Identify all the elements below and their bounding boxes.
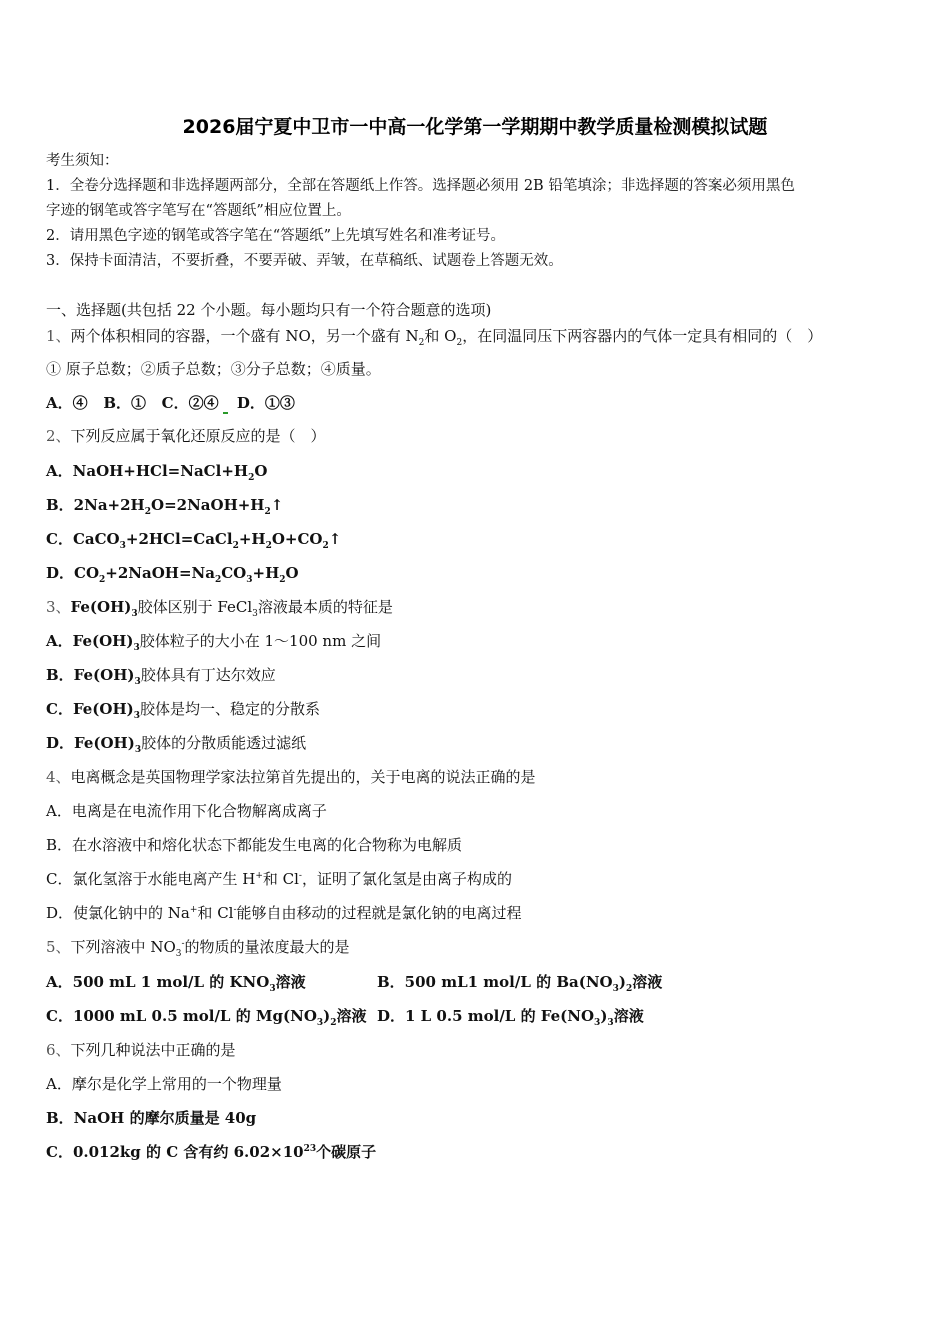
question-4-option-a: A．电离是在电流作用下化合物解离成离子 <box>46 802 327 820</box>
question-4-stem <box>46 766 536 788</box>
option-a: A．④ <box>46 394 88 412</box>
option-d: D．①③ <box>236 394 295 412</box>
question-6-option-c: C．0.012kg 的 C 含有约 $6.02\times 10^{23}$个碳原子 <box>46 1143 377 1161</box>
page-title: 2026届宁夏中卫市一中高一化学第一学期期中教学质量检测模拟试题 <box>182 116 768 138</box>
question-number: 6、 <box>46 1041 71 1059</box>
question-number: 4、 <box>46 768 71 786</box>
question-number: 1、 <box>46 327 71 345</box>
question-5-option-c: C．1000 mL 0.5 mol/L 的 $Mg(NO_3)_2$溶液 <box>46 1007 367 1028</box>
question-4-option-d: D．使氯化钠中的 Na+和 Cl-能够自由移动的过程就是氯化钠的电离过程 <box>46 904 522 922</box>
notice-line-2: 2．请用黑色字迹的钢笔或答字笔在“答题纸”上先填写姓名和准考证号。 <box>46 228 506 244</box>
question-number: 3、 <box>46 598 71 616</box>
stem-text: 电离概念是英国物理学家法拉第首先提出的，关于电离的说法正确的是 <box>70 768 536 786</box>
question-3-option-d: D．$Fe(OH)_3$胶体的分散质能透过滤纸 <box>46 734 307 755</box>
question-6-option-b: B．NaOH 的摩尔质量是 40g <box>46 1109 257 1127</box>
option-c: C．②④ <box>161 394 219 412</box>
question-number: 2、 <box>46 427 71 445</box>
question-number: 5、 <box>46 938 71 956</box>
question-2-option-a: A．$NaOH+HCl=NaCl+H_2O$ <box>46 462 268 483</box>
stem-text: 两个体积相同的容器，一个盛有 NO，另一个盛有 N <box>70 327 419 345</box>
notice-line-1a: 1．全卷分选择题和非选择题两部分，全部在答题纸上作答。选择题必须用 2B 铅笔填涂；非选择题的答案必须用黑色 <box>46 178 795 194</box>
question-5-option-a: A．500 mL 1 mol/L 的 $KNO_3$溶液 <box>46 973 306 994</box>
notice-line-3: 3．保持卡面清洁，不要折叠，不要弄破、弄皱，在草稿纸、试题卷上答题无效。 <box>46 253 563 269</box>
question-2-option-d: D．$CO_2+2NaOH=Na_2CO_3+H_2O$ <box>46 564 299 585</box>
question-5-stem: 5、下列溶液中 $NO_3^-$的物质的量浓度最大的是 <box>46 938 350 959</box>
question-6-option-a: A．摩尔是化学上常用的一个物理量 <box>46 1075 282 1093</box>
question-3-option-b: B．$Fe(OH)_3$胶体具有丁达尔效应 <box>46 666 276 687</box>
question-6-stem <box>46 1039 236 1061</box>
subscript: 2 <box>456 338 463 348</box>
question-1-options <box>46 392 295 414</box>
question-3-stem: 3、$Fe(OH)_3$胶体区别于 FeCl$_3$溶液最本质的特征是 <box>46 598 393 619</box>
question-2-option-b: B．$2Na+2H_2O=2NaOH+H_2↑$ <box>46 496 284 517</box>
option-b: B．① <box>103 394 146 412</box>
question-4-option-b: B．在水溶液中和熔化状态下都能发生电离的化合物称为电解质 <box>46 836 463 854</box>
question-1-stem <box>46 325 822 347</box>
question-1-items: ① 原子总数；②质子总数；③分子总数；④质量。 <box>46 360 381 378</box>
stem-text: 和 O <box>424 327 457 345</box>
green-mark <box>223 412 228 414</box>
subscript: 2 <box>418 338 425 348</box>
stem-text: ，在同温同压下两容器内的气体一定具有相同的（ ） <box>462 327 823 345</box>
question-5-option-b: B．500 mL1 mol/L 的 $Ba(NO_3)_2$溶液 <box>377 973 663 994</box>
section-heading: 一、选择题(共包括 22 个小题。每小题均只有一个符合题意的选项) <box>46 301 492 319</box>
question-4-option-c: C．氯化氢溶于水能电离产生 H+和 Cl-，证明了氯化氢是由离子构成的 <box>46 870 512 888</box>
notice-heading: 考生须知： <box>46 153 119 169</box>
question-2-stem <box>46 425 326 447</box>
question-3-option-c: C．$Fe(OH)_3$胶体是均一、稳定的分散系 <box>46 700 321 721</box>
question-2-option-c: C．$CaCO_3+2HCl=CaCl_2+H_2O+CO_2↑$ <box>46 530 342 551</box>
stem-text: 下列反应属于氧化还原反应的是（ ） <box>70 427 326 445</box>
notice-line-1b: 字迹的钢笔或答字笔写在“答题纸”相应位置上。 <box>46 203 351 219</box>
question-5-option-d: D．1 L 0.5 mol/L 的 $Fe(NO_3)_3$溶液 <box>377 1007 644 1028</box>
question-3-option-a: A．$Fe(OH)_3$胶体粒子的大小在 1～100 nm 之间 <box>46 632 382 653</box>
stem-text: 下列几种说法中正确的是 <box>70 1041 236 1059</box>
